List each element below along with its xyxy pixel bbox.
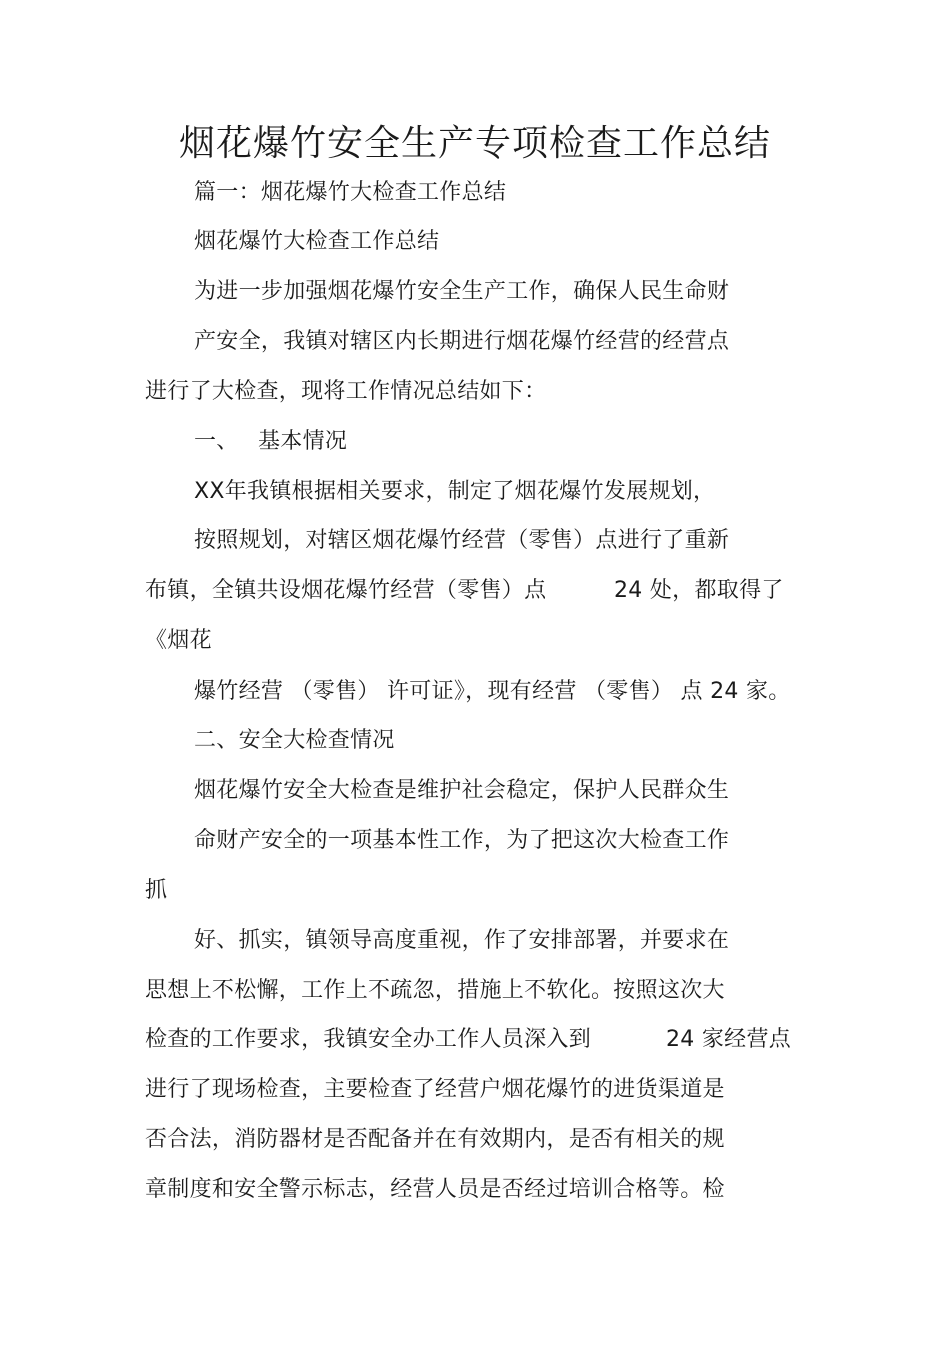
paragraph-line: 产安全，我镇对辖区内长期进行烟花爆竹经营的经营点	[194, 329, 730, 354]
paragraph-line: 抓	[145, 878, 168, 903]
section-heading: 篇一：烟花爆竹大检查工作总结	[194, 180, 507, 205]
section-number: 一、	[194, 429, 239, 454]
paragraph-line: 章制度和安全警示标志，经营人员是否经过培训合格等。检	[145, 1177, 725, 1202]
paragraph-line: XX年我镇根据相关要求，制定了烟花爆竹发展规划，	[194, 479, 716, 504]
paragraph-line: 进行了大检查，现将工作情况总结如下：	[145, 379, 547, 404]
section-heading: 基本情况	[258, 429, 348, 454]
paragraph-line: 24 家经营点	[666, 1027, 792, 1052]
paragraph-line: 烟花爆竹安全大检查是维护社会稳定，保护人民群众生	[194, 778, 730, 803]
paragraph-line: 思想上不松懈，工作上不疏忽，措施上不软化。按照这次大	[145, 978, 725, 1003]
paragraph-line: 《烟花	[145, 628, 212, 653]
paragraph-line: 命财产安全的一项基本性工作，为了把这次大检查工作	[194, 828, 730, 853]
paragraph-line: 进行了现场检查，主要检查了经营户烟花爆竹的进货渠道是	[145, 1077, 725, 1102]
section-heading: 二、安全大检查情况	[194, 728, 395, 753]
paragraph-line: 爆竹经营 （零售） 许可证》，现有经营 （零售） 点 24 家。	[194, 679, 791, 704]
paragraph-line: 按照规划，对辖区烟花爆竹经营（零售）点进行了重新	[194, 528, 730, 553]
document-title: 烟花爆竹安全生产专项检查工作总结	[178, 123, 771, 164]
paragraph-line: 24 处，都取得了	[614, 578, 784, 603]
paragraph-line: 布镇，全镇共设烟花爆竹经营（零售）点	[145, 578, 547, 603]
paragraph-line: 为进一步加强烟花爆竹安全生产工作，确保人民生命财	[194, 279, 730, 304]
paragraph-line: 好、抓实，镇领导高度重视，作了安排部署，并要求在	[194, 928, 730, 953]
paragraph-line: 检查的工作要求，我镇安全办工作人员深入到	[145, 1027, 592, 1052]
paragraph-line: 否合法，消防器材是否配备并在有效期内，是否有相关的规	[145, 1127, 725, 1152]
subheading: 烟花爆竹大检查工作总结	[194, 229, 440, 254]
